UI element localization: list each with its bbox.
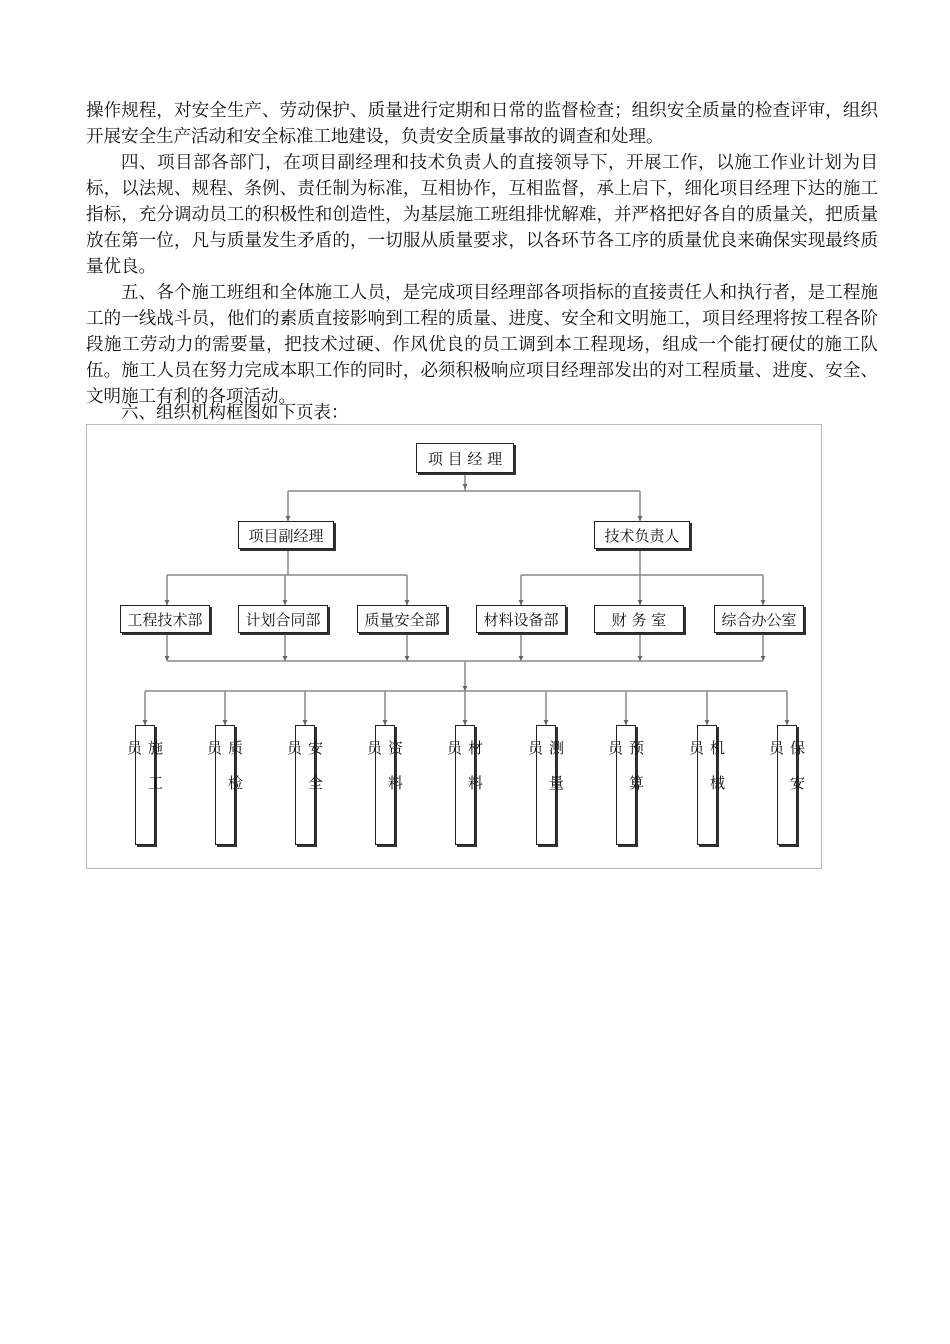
org-box-surveyor: 测量员 [536,725,556,845]
connector-top-arrow [463,484,468,489]
org-box-construction-staff: 施工员 [135,725,155,845]
org-box-project-manager: 项 目 经 理 [416,443,514,473]
org-box-deputy-manager: 项目副经理 [238,521,334,549]
org-box-documentation-clerk: 资料员 [375,725,395,845]
org-box-security-guard: 保安员 [777,725,797,845]
paragraph-1: 操作规程，对安全生产、劳动保护、质量进行定期和日常的监督检查；组织安全质量的检查评审，组织开展安全生产活动和安全标准工地建设，负责安全质量事故的调查和处理。 [86,101,878,147]
org-box-safety-officer: 安全员 [295,725,315,845]
paragraph-2: 四、项目部各部门，在项目副经理和技术负责人的直接领导下，开展工作，以施工作业计划为目标，以法规、规程、条例、责任制为标准，互相协作，互相监督，承上启下，细化项目经理下达的施工指标，充分调动员工的积极性和创造性，为基层施工班组排忧解难，并严格把好各自的质量关，把质量放在第一位，凡与质量发生矛盾的，一切服从质量要求，以各环节各工序的质量优良来确保实现最终质量优良。 [86,153,878,277]
org-box-materials-dept: 材料设备部 [476,605,566,633]
paragraph-3: 五、各个施工班组和全体施工人员，是完成项目经理部各项指标的直接责任人和执行者，是工程施工的一线战斗员，他们的素质直接影响到工程的质量、进度、安全和文明施工，项目经理将按工程各阶段施工劳动力的需要量，把技术过硬、作风优良的员工调到本工程现场，组成一个能打硬仗的施工队伍。施工人员在努力完成本职工作的同时，必须积极响应项目经理部发出的对工程质量、进度、安全、文明施工有利的各项活动。 [86,283,878,407]
org-box-contract-dept: 计划合同部 [238,605,328,633]
org-box-general-office: 综合办公室 [714,605,804,633]
org-box-materials-clerk: 材料员 [455,725,475,845]
org-box-finance-office: 财 务 室 [594,605,684,633]
org-box-quality-safety-dept: 质量安全部 [357,605,447,633]
org-chart [86,424,822,869]
org-box-quality-inspector: 质检员 [215,725,235,845]
org-box-engineering-dept: 工程技术部 [120,605,210,633]
org-box-technical-lead: 技术负责人 [594,521,690,549]
org-box-machinery-operator: 机械员 [697,725,717,845]
org-box-cost-estimator: 预算员 [616,725,636,845]
paragraph-4: 六、组织机构框图如下页表： [121,403,349,423]
